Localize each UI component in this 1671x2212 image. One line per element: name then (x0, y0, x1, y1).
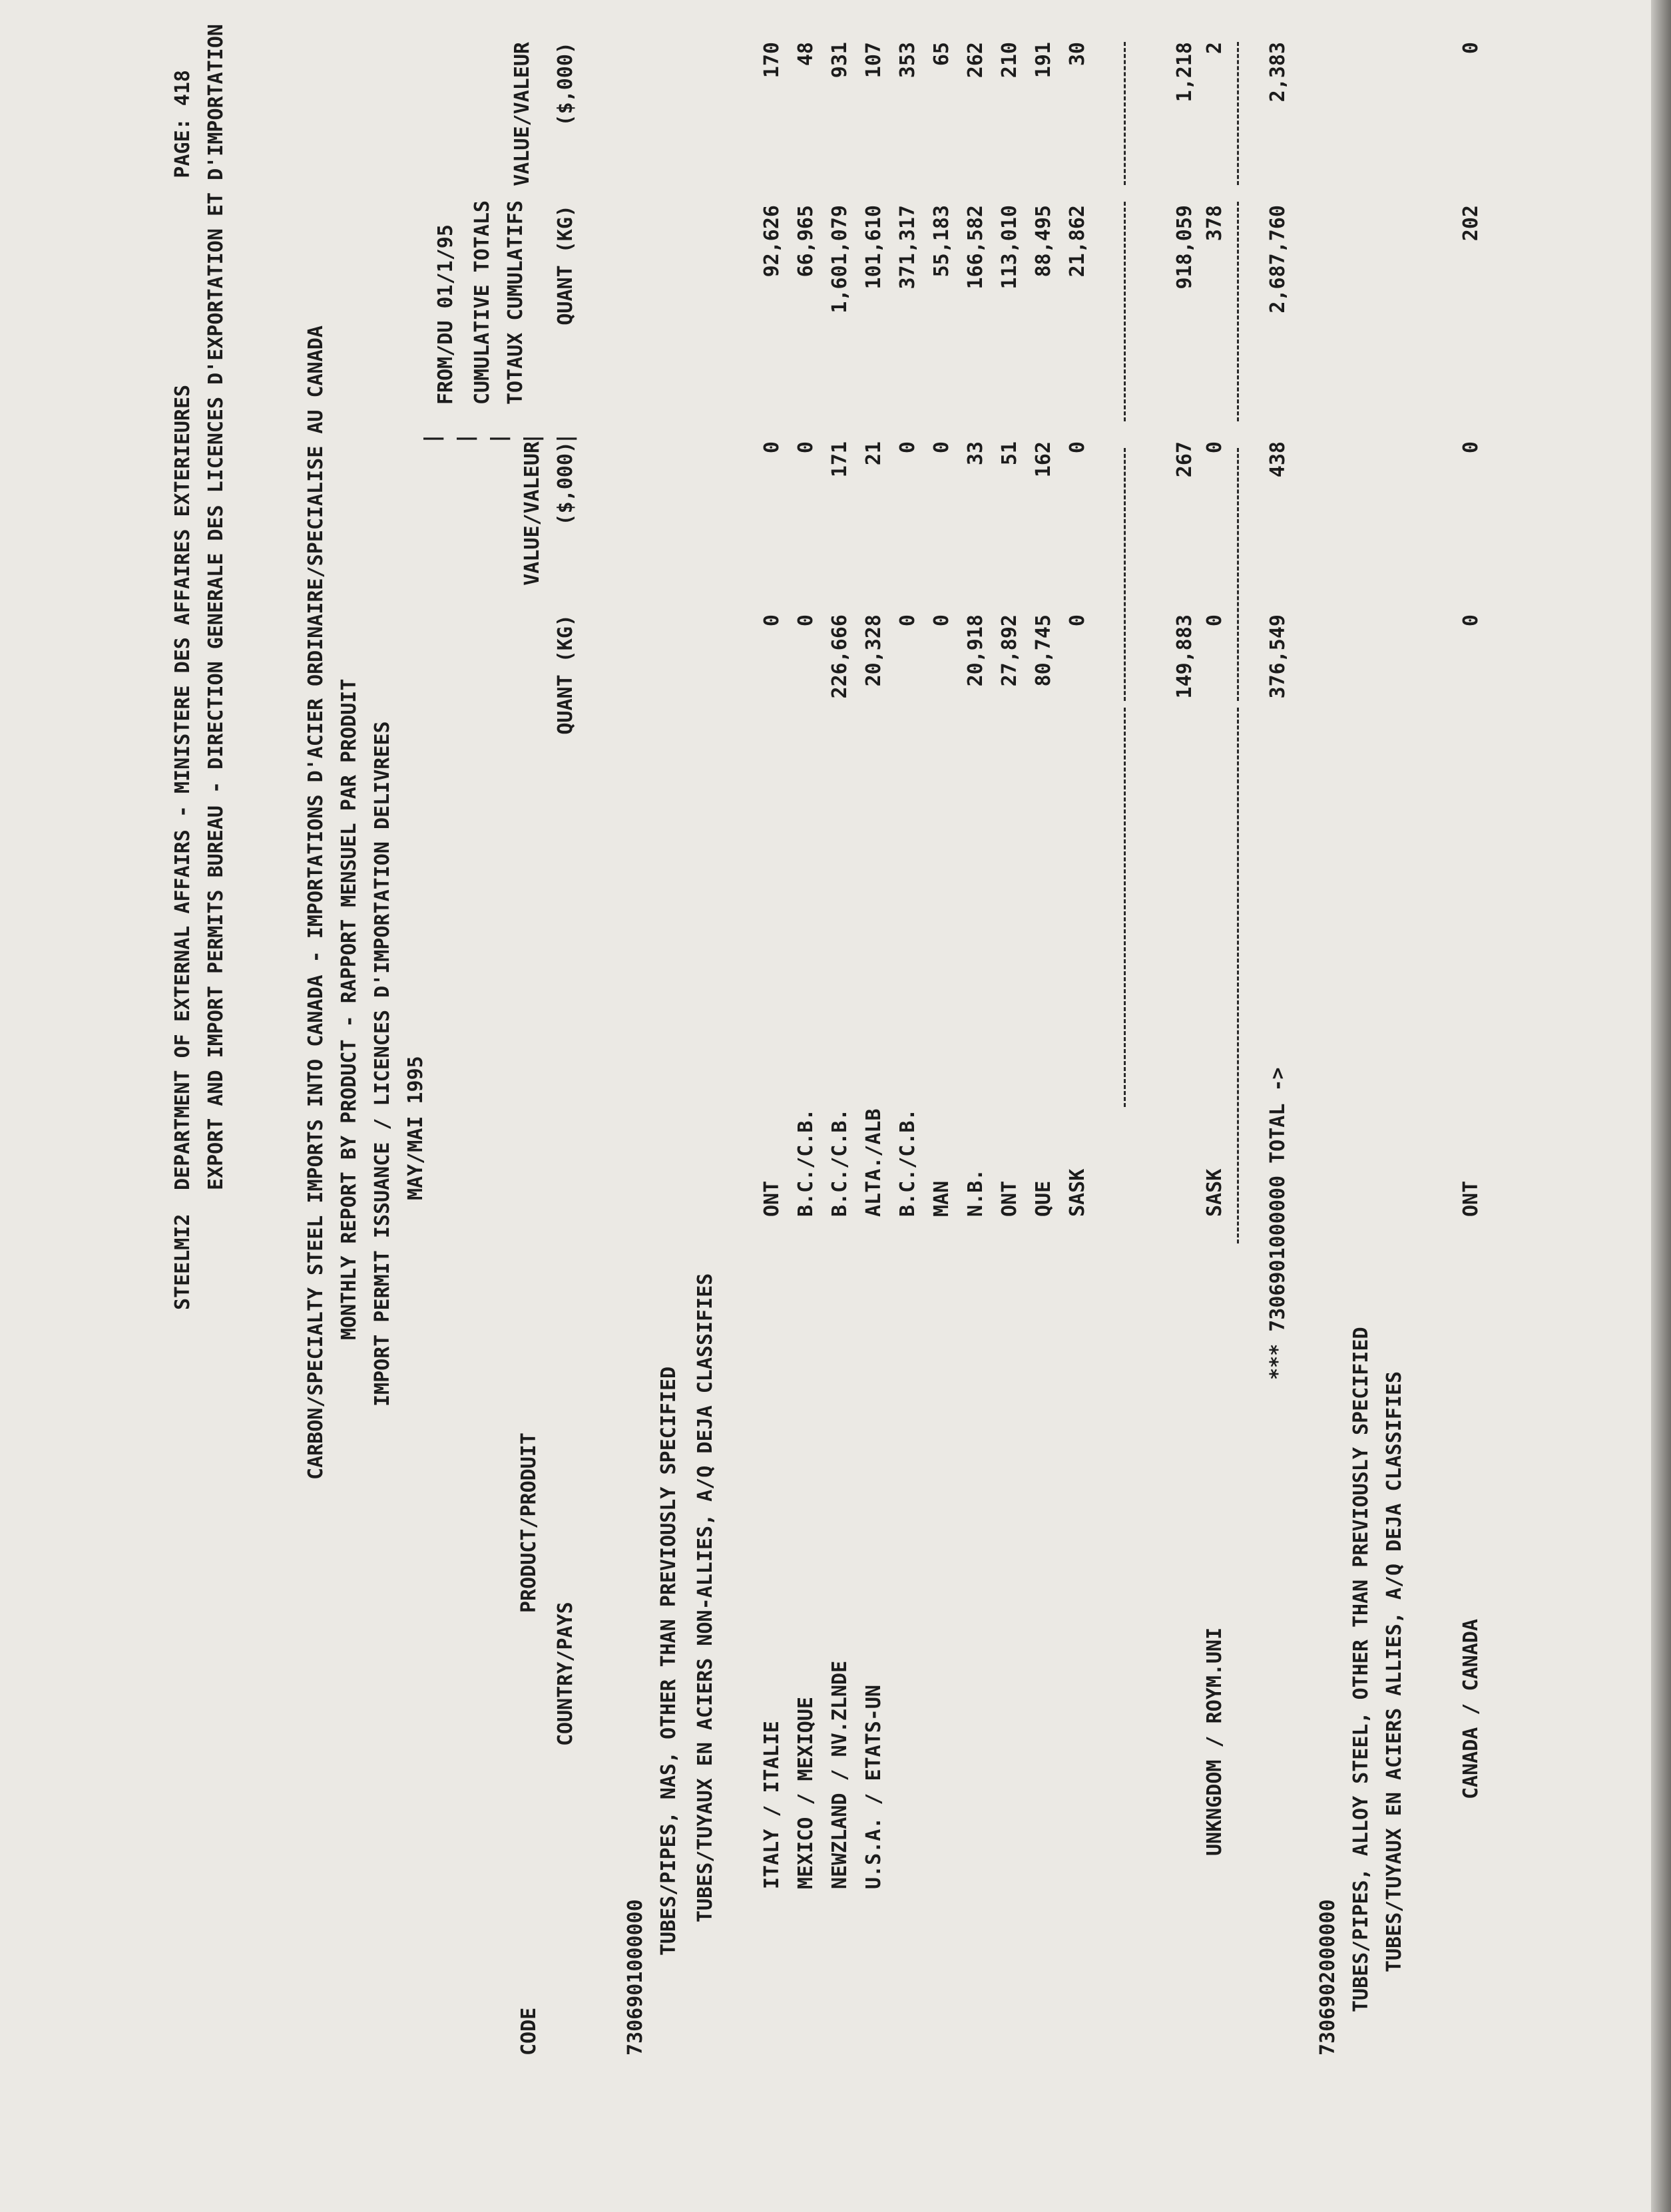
cum-value-cell: 353 (896, 42, 919, 79)
quant-cell: 0 (760, 614, 784, 627)
province: N.B. (964, 1168, 987, 1217)
report-title: CARBON/SPECIALTY STEEL IMPORTS INTO CANADA - IMPORTATIONS D'ACIER ORDINAIRE/SPECIALISE AU CANADA (304, 326, 328, 1480)
subtotal-cum-quant: 918,059 (1173, 205, 1196, 290)
cum-quant-cell: 378 (1203, 205, 1226, 242)
separator-bars: | (421, 432, 444, 445)
subtotal-cum-value: 1,218 (1173, 42, 1196, 103)
cum-value-cell: 931 (828, 42, 851, 79)
product-description-en: TUBES/PIPES, ALLOY STEEL, OTHER THAN PREVIOUSLY SPECIFIED (1349, 1327, 1373, 2012)
cum-quant-cell: 101,610 (862, 205, 885, 290)
cum-quant-cell: 92,626 (760, 205, 784, 278)
page-number: PAGE: 418 (171, 70, 194, 178)
totaux-cumulatifs-header: TOTAUX CUMULATIFS (504, 200, 527, 405)
department-title: DEPARTMENT OF EXTERNAL AFFAIRS - MINISTERE DES AFFAIRES EXTERIEURES (171, 384, 194, 1190)
dashed-rule (1124, 448, 1126, 701)
cum-value-cell: 30 (1066, 42, 1089, 67)
cum-value-cell: 48 (794, 42, 818, 67)
value-unit-header: ($,000) (554, 441, 577, 526)
province: B.C./C.B. (828, 1108, 851, 1217)
province: QUE (1032, 1180, 1055, 1217)
dashed-rule (1124, 42, 1126, 185)
separator-bar: | (454, 432, 477, 445)
from-date-header: FROM/DU 01/1/95 (434, 224, 457, 405)
report-subtitle: MONTHLY REPORT BY PRODUCT - RAPPORT MENSUEL PAR PRODUIT (338, 678, 361, 1340)
cum-value-cell: 170 (760, 42, 784, 79)
cum-value-cell: 210 (998, 42, 1021, 79)
country-name: U.S.A. / ETATS-UN (862, 1684, 885, 1889)
country-name: NEWZLAND / NV.ZLNDE (828, 1660, 851, 1889)
subtotal-value: 267 (1173, 441, 1196, 478)
cum-value-cell: 262 (964, 42, 987, 79)
value-cell: 21 (862, 441, 885, 466)
product-code: 7306902000000 (1316, 1899, 1339, 2056)
province: SASK (1203, 1168, 1226, 1217)
cum-value-unit-header: ($,000) (554, 42, 577, 126)
value-cell: 0 (930, 441, 953, 454)
separator-bar: | (487, 432, 511, 445)
cum-quant-cell: 1,601,079 (828, 205, 851, 314)
dashed-rule (1237, 448, 1239, 701)
code-column-header: CODE (517, 2007, 541, 2056)
cum-quant-cell: 202 (1459, 205, 1483, 242)
page-edge-shadow (1651, 0, 1671, 2212)
total-cum-quant: 2,687,760 (1266, 205, 1290, 314)
value-cell: 33 (964, 441, 987, 466)
value-cell: 0 (760, 441, 784, 454)
cum-quant-cell: 113,010 (998, 205, 1021, 290)
product-description-fr: TUBES/TUYAUX EN ACIERS NON-ALLIES, A/Q DEJA CLASSIFIES (694, 1273, 717, 1922)
cum-quant-cell: 166,582 (964, 205, 987, 290)
value-cell: 51 (998, 441, 1021, 466)
quant-cell: 0 (1203, 614, 1226, 627)
province: ONT (760, 1180, 784, 1217)
value-cell: 0 (794, 441, 818, 454)
cum-value-cell: 0 (1459, 42, 1483, 55)
cum-value-cell: 107 (862, 42, 885, 79)
province: B.C./C.B. (896, 1108, 919, 1217)
value-cell: 0 (896, 441, 919, 454)
quant-cell: 0 (896, 614, 919, 627)
quant-cell: 0 (930, 614, 953, 627)
quant-cell: 80,745 (1032, 614, 1055, 687)
value-cell: 0 (1066, 441, 1089, 454)
cum-quant-cell: 371,317 (896, 205, 919, 290)
province: B.C./C.B. (794, 1108, 818, 1217)
subtotal-quant: 149,883 (1173, 614, 1196, 699)
country-name: UNKNGDOM / ROYM.UNI (1203, 1627, 1226, 1856)
cum-quant-cell: 21,862 (1066, 205, 1089, 278)
dashed-rule (1124, 708, 1126, 1107)
quant-cell: 0 (1459, 614, 1483, 627)
value-column-header: VALUE/VALEUR (521, 441, 544, 586)
quant-cell: 27,892 (998, 614, 1021, 687)
dashed-rule (1237, 708, 1239, 1243)
province: ALTA./ALB (862, 1108, 885, 1217)
report-id: STEELMI2 (171, 1214, 194, 1310)
value-cell: 162 (1032, 441, 1055, 478)
quant-cell: 20,918 (964, 614, 987, 687)
dashed-rule (1124, 202, 1126, 421)
product-code: 7306901000000 (624, 1899, 647, 2056)
province: ONT (1459, 1180, 1483, 1217)
dashed-rule (1237, 202, 1239, 421)
quant-column-header: QUANT (KG) (554, 614, 577, 735)
cumulative-totals-header: CUMULATIVE TOTALS (471, 200, 494, 405)
country-name: CANADA / CANADA (1459, 1619, 1483, 1799)
dashed-rule (1237, 42, 1239, 185)
cum-value-column-header: VALUE/VALEUR (511, 42, 534, 186)
product-description-fr: TUBES/TUYAUX EN ACIERS ALLIES, A/Q DEJA CLASSIFIES (1383, 1371, 1406, 1972)
province: ONT (998, 1180, 1021, 1217)
country-name: MEXICO / MEXIQUE (794, 1697, 818, 1889)
cum-value-cell: 65 (930, 42, 953, 67)
quant-cell: 0 (1066, 614, 1089, 627)
value-cell: 171 (828, 441, 851, 478)
value-cell: 0 (1203, 441, 1226, 454)
province: MAN (930, 1180, 953, 1217)
total-quant: 376,549 (1266, 614, 1290, 699)
province: SASK (1066, 1168, 1089, 1217)
country-name: ITALY / ITALIE (760, 1721, 784, 1889)
cum-quant-cell: 66,965 (794, 205, 818, 278)
quant-cell: 20,328 (862, 614, 885, 687)
cum-value-cell: 2 (1203, 42, 1226, 55)
total-value: 438 (1266, 441, 1290, 478)
cum-quant-column-header: QUANT (KG) (554, 205, 577, 326)
quant-cell: 0 (794, 614, 818, 627)
separator-bar: | (554, 432, 577, 445)
report-subtitle-2: IMPORT PERMIT ISSUANCE / LICENCES D'IMPORTATION DELIVREES (371, 721, 394, 1407)
quant-cell: 226,666 (828, 614, 851, 699)
bureau-title: EXPORT AND IMPORT PERMITS BUREAU - DIRECTION GENERALE DES LICENCES D'EXPORTATION ET D'IMPORTATION (204, 24, 228, 1190)
product-column-header: PRODUCT/PRODUIT (517, 1433, 541, 1613)
cum-quant-cell: 55,183 (930, 205, 953, 278)
country-column-header: COUNTRY/PAYS (554, 1602, 577, 1746)
product-description-en: TUBES/PIPES, NAS, OTHER THAN PREVIOUSLY SPECIFIED (657, 1366, 680, 1956)
total-label: *** 7306901000000 TOTAL -> (1266, 1067, 1290, 1380)
value-cell: 0 (1459, 441, 1483, 454)
report-period: MAY/MAI 1995 (404, 1056, 427, 1200)
cum-quant-cell: 88,495 (1032, 205, 1055, 278)
total-cum-value: 2,383 (1266, 42, 1290, 103)
separator-bar: | (521, 432, 544, 445)
cum-value-cell: 191 (1032, 42, 1055, 79)
